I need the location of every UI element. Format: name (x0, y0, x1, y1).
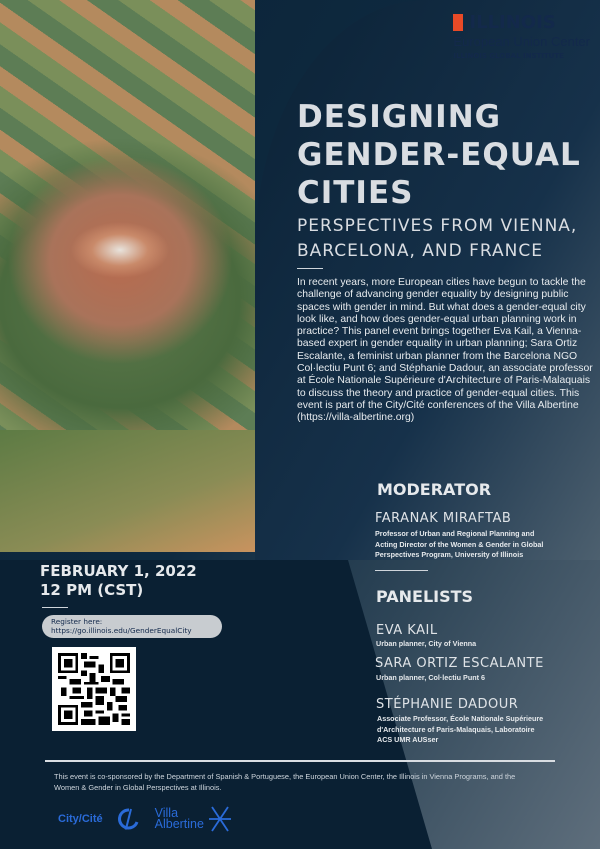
divider (375, 570, 428, 571)
role-line: Perspectives Program, University of Illinois (375, 550, 524, 559)
role-line: Professor of Urban and Regional Planning and (375, 529, 535, 538)
villa-albertine-logo-text (155, 808, 204, 830)
divider (42, 607, 68, 608)
footer-divider (45, 760, 555, 762)
role-line: d'Architecture of Paris-Malaquais, Laboratoire (377, 724, 535, 734)
role-line: ACS UMR AUSser (377, 735, 439, 744)
logo-line: Villa (154, 806, 179, 820)
qr-code-graphic (58, 653, 130, 725)
register-url[interactable]: https://go.illinois.edu/GenderEqualCity (51, 625, 192, 635)
subtitle-line: PERSPECTIVES FROM VIENNA, (297, 216, 578, 236)
register-link[interactable] (42, 615, 222, 638)
institute-name: ILLINOIS GLOBAL INSTITUTE (453, 52, 564, 60)
org-name: ILLINOIS (469, 12, 556, 33)
event-title (297, 98, 581, 212)
panelist-role (377, 714, 543, 746)
panelist-name: STÉPHANIE DADOUR (376, 697, 519, 712)
moderator-role (375, 529, 543, 561)
city-cite-logo-icon (117, 807, 141, 831)
center-name: European Union Center (453, 34, 590, 49)
title-line: CITIES (297, 175, 414, 211)
title-line: GENDER-EQUAL (297, 137, 581, 173)
block-i-icon (453, 14, 463, 31)
event-description: In recent years, more European cities have begun to tackle the challenge of advancing gender equality by designing public spaces with gender in mind. But what does a gender-equal city look like, and how does gender-equal urban planning work in practice? This panel event brings together Eva Kail, a Vienna-based expert in gender equality in urban planning; Sara Ortiz Escalante, a feminist urban planner from the Barcelona NGO Col·lectiu Punt 6; and Stéphanie Dadour, an associate professor at École Nationale Supérieure d'Architecture of Paris-Malaquais to discuss the theory and practice of gender-equal cities. This event is part of the City/Cité conferences of the Villa Albertine (https://villa-albertine.org) (297, 277, 593, 424)
panelist-name: SARA ORTIZ ESCALANTE (375, 656, 544, 671)
title-line: DESIGNING (297, 99, 502, 135)
aerial-city-photo-fields (0, 430, 255, 552)
illinois-logo (453, 12, 590, 60)
panelist-name: EVA KAIL (376, 623, 438, 638)
villa-albertine-logo-icon (208, 806, 232, 832)
event-date: FEBRUARY 1, 2022 (40, 562, 197, 580)
divider (297, 268, 323, 269)
partner-logos (58, 806, 232, 832)
role-line: Associate Professor, École Nationale Supérieure (377, 714, 544, 723)
logo-line: Albertine (154, 817, 204, 831)
sponsors-note: This event is co-sponsored by the Department of Spanish & Portuguese, the European Union Center, the Illinois in Vienna Programs, and the Women & Gender in Global Perspectives at Illinois. (54, 772, 516, 792)
event-datetime (40, 562, 197, 600)
panelist-role: Urban planner, City of Vienna (376, 639, 477, 648)
moderator-name: FARANAK MIRAFTAB (375, 511, 512, 526)
panelist-role: Urban planner, Col·lectiu Punt 6 (376, 673, 486, 682)
panelists-heading: PANELISTS (376, 587, 474, 606)
qr-code[interactable] (52, 647, 136, 731)
moderator-heading: MODERATOR (377, 480, 492, 499)
role-line: Acting Director of the Women & Gender in Global (375, 539, 544, 549)
register-label: Register here: (51, 617, 103, 626)
event-time: 12 PM (CST) (40, 581, 144, 599)
city-cite-logo-text: City/Cité (58, 813, 103, 825)
event-subtitle (297, 214, 597, 264)
subtitle-line: BARCELONA, AND FRANCE (297, 241, 543, 261)
